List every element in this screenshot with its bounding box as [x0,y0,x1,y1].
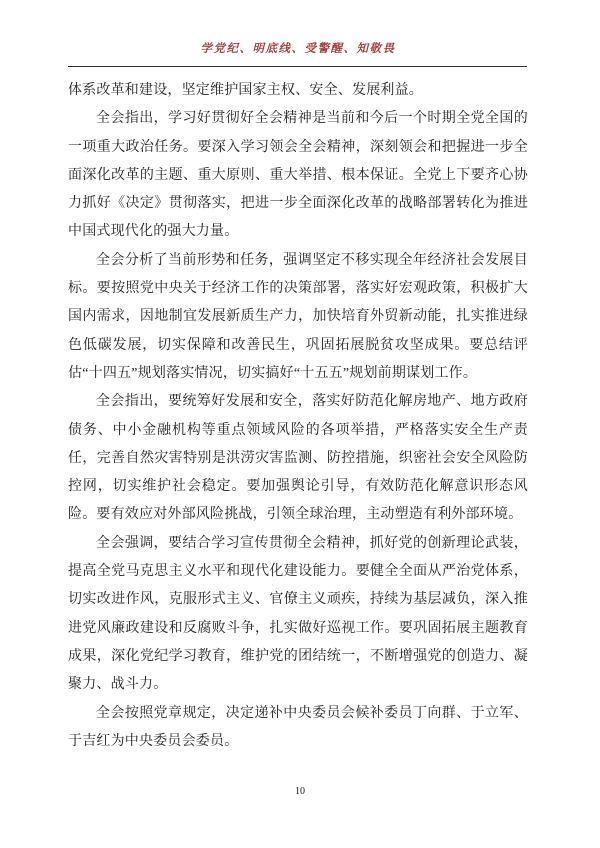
header-rule-divider [68,66,527,67]
paragraph: 全会指出，要统筹好发展和安全，落实好防范化解房地产、地方政府债务、中小金融机构等重点领域风险的各项举措，严格落实安全生产责任，完善自然灾害特别是洪涝灾害监测、防控措施，织密社会安全风险防控网，切实维护社会稳定。要加强舆论引导，有效防范化解意识形态风险。要有效应对外部风险挑战，引领全球治理，主动塑造有利外部环境。 [68,394,528,523]
paragraph: 全会分析了当前形势和任务，强调坚定不移实现全年经济社会发展目标。要按照党中央关于经济工作的决策部署，落实好宏观政策，积极扩大国内需求，因地制宜发展新质生产力，加快培育外贸新动能，扎实推进绿色低碳发展，切实保障和改善民生，巩固拓展脱贫攻坚成果。要总结评估“十四五”规划落实情况，切实搞好“十五五”规划前期谋划工作。 [68,252,528,381]
document-body [68,77,528,756]
page-number: 10 [295,786,305,797]
running-header: 学党纪、明底线、受警醒、知敬畏 [200,43,396,55]
paragraph-continuation: 体系改革和建设，坚定维护国家主权、安全、发展利益。 [68,83,423,98]
paragraph: 全会强调，要结合学习宣传贯彻全会精神，抓好党的创新理论武装，提高全党马克思主义水平和现代化建设能力。要健全全面从严治党体系，切实改进作风，克服形式主义、官僚主义顽疾，持续为基层减负，深入推进党风廉政建设和反腐败斗争，扎实做好巡视工作。要巩固拓展主题教育成果，深化党纪学习教育，维护党的团结统一，不断增强党的创造力、凝聚力、战斗力。 [68,535,528,693]
paragraph: 全会指出，学习好贯彻好全会精神是当前和今后一个时期全党全国的一项重大政治任务。要深入学习领会全会精神，深刻领会和把握进一步全面深化改革的主题、重大原则、重大举措、根本保证。全党上下要齐心协力抓好《决定》贯彻落实，把进一步全面深化改革的战略部署转化为推进中国式现代化的强大力量。 [68,111,528,240]
paragraph: 全会按照党章规定，决定递补中央委员会候补委员丁向群、于立军、于吉红为中央委员会委员。 [68,705,528,749]
